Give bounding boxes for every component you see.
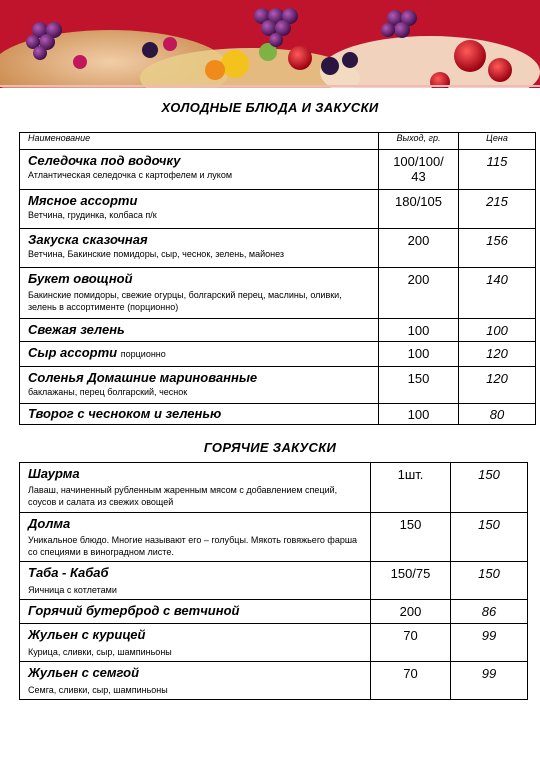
dish-price: 156 (486, 233, 508, 248)
dish-price: 100 (486, 323, 508, 338)
dish-yield: 200 (407, 272, 430, 287)
dish-yield: 70 (403, 666, 418, 681)
dish-yield: 200 (399, 604, 422, 619)
dish-name: Букет овощной (28, 271, 133, 286)
dish-name: Закуска сказочная (28, 232, 148, 247)
dish-price: 150 (478, 517, 500, 532)
menu-item-row (20, 268, 536, 319)
dish-name: Мясное ассорти (28, 193, 138, 208)
menu-item-row (20, 562, 528, 600)
dish-description: Уникальное блюдо. Многие называют его – голубцы. Мякоть говяжьего фарша со специями в виноградном листе. (28, 535, 358, 557)
menu-item-row (20, 367, 536, 404)
dish-price: 99 (481, 628, 497, 643)
dish-price: 150 (478, 467, 500, 482)
dish-price: 120 (486, 371, 508, 386)
menu-item-row (20, 342, 536, 367)
dish-inline-description: порционно (120, 349, 166, 359)
dish-yield: 1шт. (397, 467, 424, 482)
dish-price: 86 (481, 604, 497, 619)
column-header-yield: Выход, гр. (379, 133, 459, 150)
menu-item-row (20, 150, 536, 190)
dish-name: Селедочка под водочку (28, 153, 181, 168)
dish-yield: 200 (407, 233, 430, 248)
dish-yield: 100 (407, 323, 430, 338)
dish-description: Курица, сливки, сыр, шампиньоны (28, 647, 172, 657)
dish-name: Свежая зелень (28, 322, 125, 337)
dish-description: Атлантическая селедочка с картофелем и луком (28, 170, 233, 180)
dish-description: Ветчина, грудинка, колбаса п/к (28, 210, 157, 220)
column-header-price: Цена (459, 133, 536, 150)
dish-price: 140 (486, 272, 508, 287)
dish-description: Бакинские помидоры, свежие огурцы, болгарский перец, маслины, оливки, зелень в ассортименте (порционно) (28, 290, 342, 312)
dish-name: Соленья Домашние маринованные (28, 370, 258, 385)
hot-menu-table (19, 462, 528, 700)
dish-yield: 150 (407, 371, 430, 386)
menu-item-row (20, 319, 536, 342)
dish-yield: 100/100/ 43 (393, 154, 444, 184)
header-banner-image (0, 0, 540, 88)
menu-item-row (20, 404, 536, 425)
dish-name: Шаурма (28, 466, 80, 481)
dish-name: Творог с чесноком и зеленью (28, 406, 222, 421)
dish-yield: 150 (399, 517, 422, 532)
dish-yield: 70 (403, 628, 418, 643)
menu-item-row (20, 624, 528, 662)
dish-price: 115 (486, 154, 508, 169)
menu-item-row (20, 513, 528, 562)
menu-item-row (20, 229, 536, 268)
dish-price: 120 (486, 346, 508, 361)
dish-yield: 100 (407, 407, 430, 422)
cold-menu-table (19, 132, 536, 425)
dish-name: Долма (28, 516, 71, 531)
hot-section-title: ГОРЯЧИЕ ЗАКУСКИ (203, 440, 337, 455)
dish-name: Жульен с семгой (28, 665, 140, 680)
column-header-name: Наименование (20, 133, 379, 150)
dish-yield: 100 (407, 346, 430, 361)
dish-yield: 150/75 (390, 566, 431, 581)
dish-price: 150 (478, 566, 500, 581)
dish-description: Лаваш, начиненный рубленным жаренным мясом с добавлением специй, соусов и салата из свежих овощей (28, 485, 338, 507)
dish-price: 215 (486, 194, 508, 209)
dish-description: баклажаны, перец болгарский, чеснок (28, 387, 188, 397)
dish-description: Яичница с котлетами (28, 585, 117, 595)
dish-name: Жульен с курицей (28, 627, 146, 642)
cold-section-title: ХОЛОДНЫЕ БЛЮДА И ЗАКУСКИ (161, 100, 379, 115)
dish-name: Горячий бутерброд с ветчиной (28, 603, 240, 618)
dish-yield: 180/105 (395, 194, 442, 209)
dish-name: Таба - Кабаб (28, 565, 109, 580)
dish-name: Сыр ассорти (28, 345, 118, 360)
menu-item-row (20, 190, 536, 229)
table-header-row (20, 133, 536, 150)
menu-item-row (20, 600, 528, 624)
dish-price: 99 (481, 666, 497, 681)
dish-price: 80 (489, 407, 505, 422)
menu-item-row (20, 463, 528, 513)
menu-item-row (20, 662, 528, 700)
dish-description: Семга, сливки, сыр, шампиньоны (28, 685, 168, 695)
dish-description: Ветчина, Бакинские помидоры, сыр, чеснок, зелень, майонез (28, 249, 285, 259)
